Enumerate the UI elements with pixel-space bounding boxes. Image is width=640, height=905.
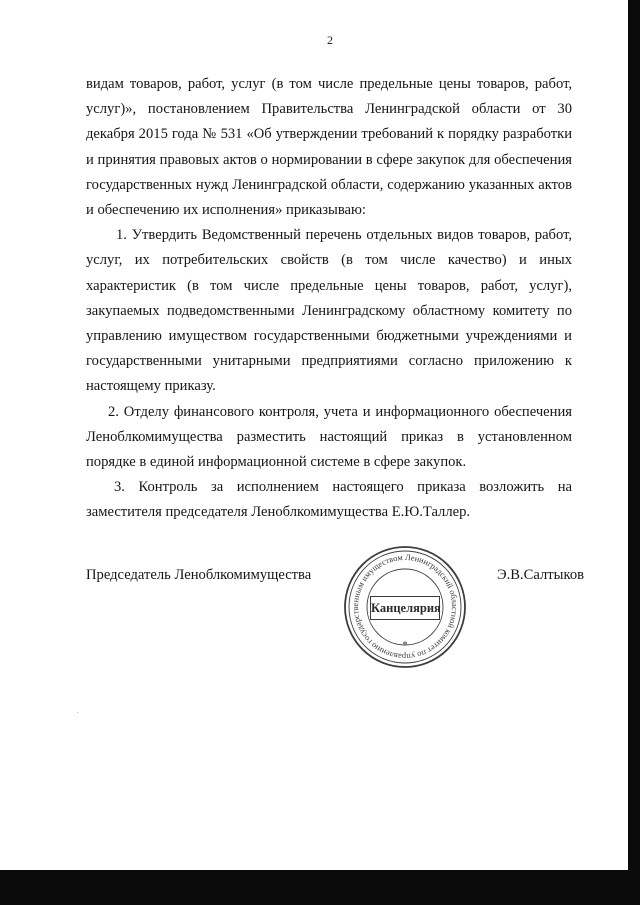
paragraph-item-1: 1. Утвердить Ведомственный перечень отдельных видов товаров, работ, услуг, их потребительских свойств (в том числе качество) и иных характеристик (в том числе предельные цены товаров, работ, услуг), закупаемых подведомственными Ленинградскому областному комитету по управлению имуществом государственными бюджетными учреждениями и государственными унитарными предприятиями согласно приложению к настоящему приказу. <box>86 227 572 395</box>
signer-name: Э.В.Салтыков <box>497 567 585 583</box>
document-body <box>86 72 572 526</box>
paragraph-item-3: 3. Контроль за исполнением настоящего приказа возложить на заместителя председателя Леноблкомимущества Е.Ю.Таллер. <box>86 479 572 521</box>
scan-border-bottom <box>0 870 640 905</box>
stamp-ring-text: Ленинградский областной комитет по управлению государственным имуществом <box>350 552 460 662</box>
stamp-center-label: Канцелярия <box>370 596 440 620</box>
office-stamp <box>342 544 468 670</box>
signer-title: Председатель Леноблкомимущества <box>86 567 312 583</box>
scan-border-right <box>628 0 640 905</box>
paragraph-item-2: 2. Отделу финансового контроля, учета и информационного обеспечения Леноблкомимущества разместить настоящий приказ в установленном порядке в единой информационной системе в сфере закупок. <box>86 403 572 471</box>
scan-speck <box>77 712 78 713</box>
paragraph-continuation: видам товаров, работ, услуг (в том числе предельные цены товаров, работ, услуг)», постановлением Правительства Ленинградской области от 30 декабря 2015 года № 531 «Об утверждении требований к порядку разработки и принятия правовых актов о нормировании в сфере закупок для обеспечения государственных нужд Ленинградской области, содержанию указанных актов и обеспечению их исполнения» приказываю: <box>86 76 572 219</box>
page-number: 2 <box>327 33 333 47</box>
stamp-bottom-mark: * <box>402 640 408 651</box>
